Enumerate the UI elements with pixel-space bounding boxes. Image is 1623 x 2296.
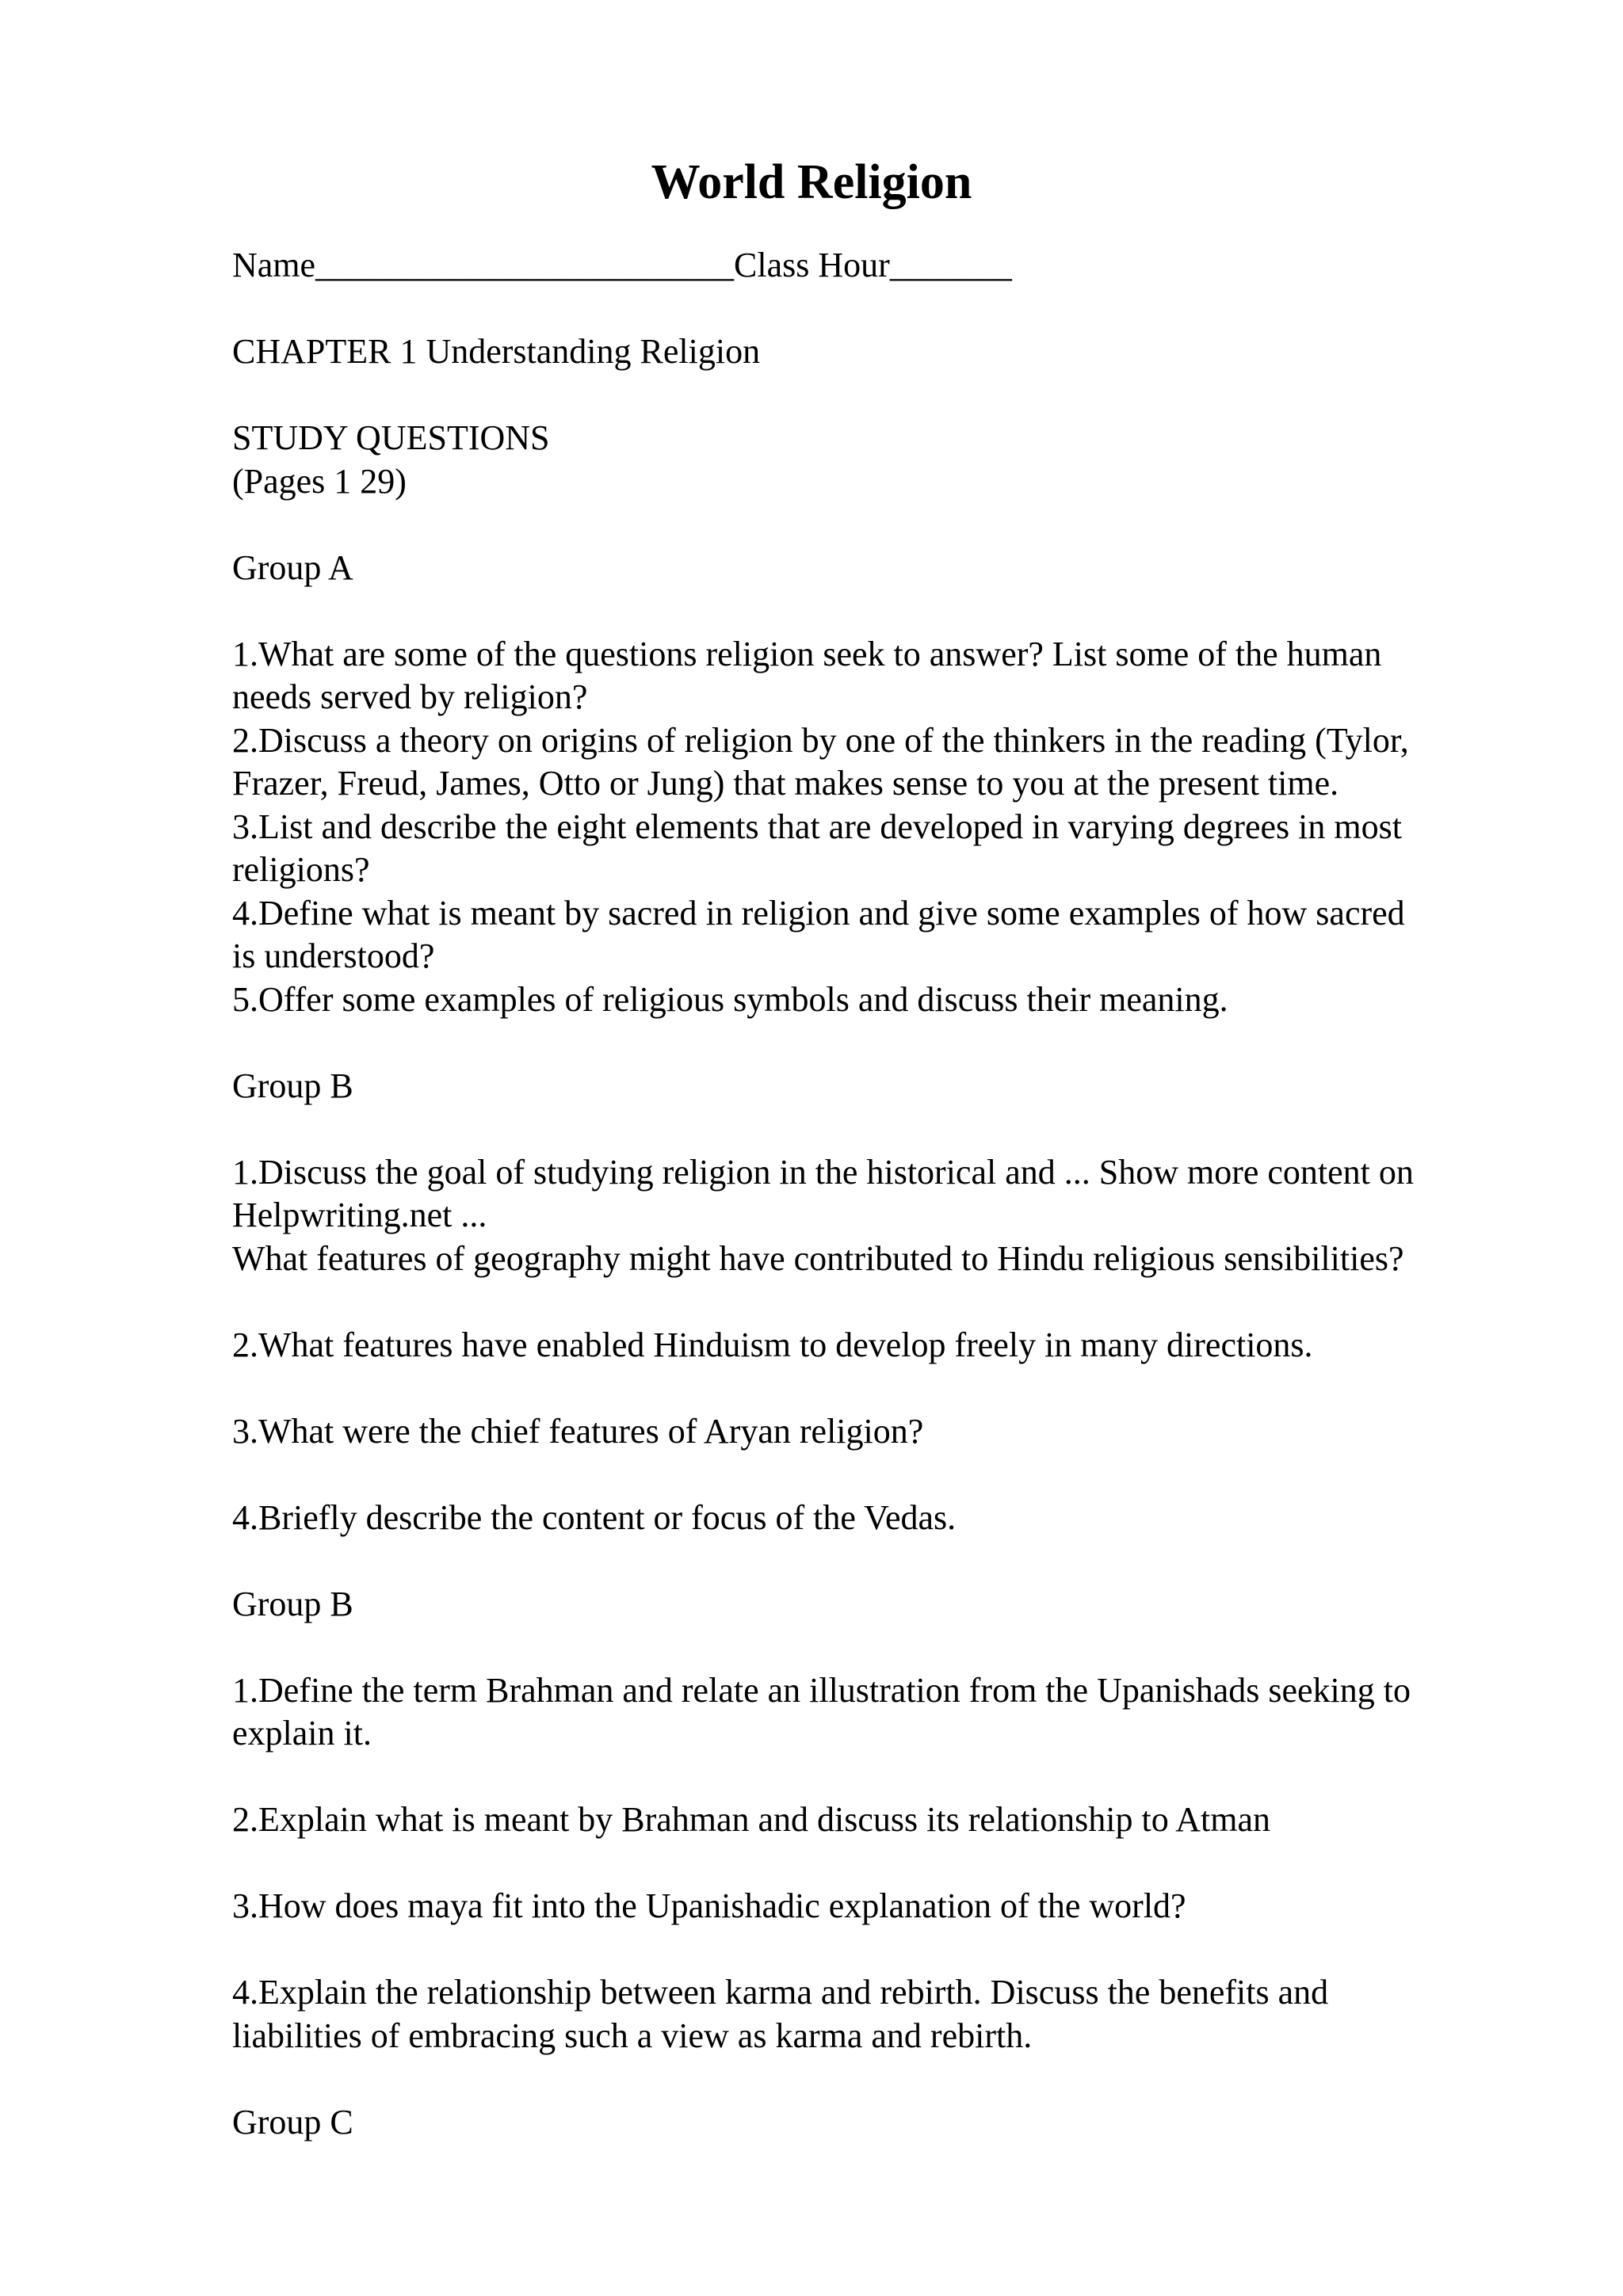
group-b-second-question-2: 2.Explain what is meant by Brahman and discuss its relationship to Atman bbox=[232, 1800, 1271, 1839]
group-c-heading: Group C bbox=[232, 2102, 353, 2142]
chapter-heading: CHAPTER 1 Understanding Religion bbox=[232, 332, 761, 371]
group-a-question-2-line-2: Frazer, Freud, James, Otto or Jung) that makes sense to you at the present time. bbox=[232, 764, 1339, 803]
group-a-question-3-line-1: 3.List and describe the eight elements that are developed in varying degrees in most bbox=[232, 807, 1402, 846]
group-a-question-1-line-2: needs served by religion? bbox=[232, 677, 588, 716]
group-b-question-1-line-2: Helpwriting.net ... bbox=[232, 1196, 487, 1234]
group-a-question-2-line-1: 2.Discuss a theory on origins of religion by one of the thinkers in the reading (Tylor, bbox=[232, 720, 1409, 760]
group-b-second-question-4-line-1: 4.Explain the relationship between karma and rebirth. Discuss the benefits and bbox=[232, 1973, 1329, 2012]
study-questions-heading: STUDY QUESTIONS bbox=[232, 418, 550, 457]
group-a-question-1-line-1: 1.What are some of the questions religion seek to answer? List some of the human bbox=[232, 634, 1382, 673]
document-title: World Religion bbox=[651, 155, 972, 209]
group-a-heading: Group A bbox=[232, 547, 353, 587]
group-b-second-question-4-line-2: liabilities of embracing such a view as karma and rebirth. bbox=[232, 2016, 1033, 2055]
name-class-hour-line: Name________________________Class Hour_______ bbox=[232, 246, 1012, 284]
group-b-question-4: 4.Briefly describe the content or focus of the Vedas. bbox=[232, 1497, 957, 1537]
group-a-question-3-line-2: religions? bbox=[232, 850, 370, 889]
group-b-question-2: 2.What features have enabled Hinduism to develop freely in many directions. bbox=[232, 1325, 1313, 1364]
group-b-second-heading: Group B bbox=[232, 1584, 353, 1623]
group-b-second-question-3: 3.How does maya fit into the Upanishadic explanation of the world? bbox=[232, 1886, 1186, 1925]
group-b-question-1-line-3: What features of geography might have contributed to Hindu religious sensibilities? bbox=[232, 1238, 1404, 1278]
group-b-second-question-1-line-2: explain it. bbox=[232, 1714, 372, 1753]
group-b-question-3: 3.What were the chief features of Aryan religion? bbox=[232, 1411, 924, 1451]
group-a-question-4-line-2: is understood? bbox=[232, 936, 435, 975]
pages-range: (Pages 1 29) bbox=[232, 461, 407, 501]
group-b-question-1-line-1: 1.Discuss the goal of studying religion in the historical and ... Show more content on bbox=[232, 1152, 1414, 1192]
group-b-second-question-1-line-1: 1.Define the term Brahman and relate an illustration from the Upanishads seeking to bbox=[232, 1670, 1411, 1710]
group-b-heading: Group B bbox=[232, 1066, 353, 1105]
group-a-question-4-line-1: 4.Define what is meant by sacred in religion and give some examples of how sacred bbox=[232, 893, 1405, 933]
group-a-question-5: 5.Offer some examples of religious symbols and discuss their meaning. bbox=[232, 979, 1228, 1019]
document-body bbox=[232, 244, 1500, 2144]
